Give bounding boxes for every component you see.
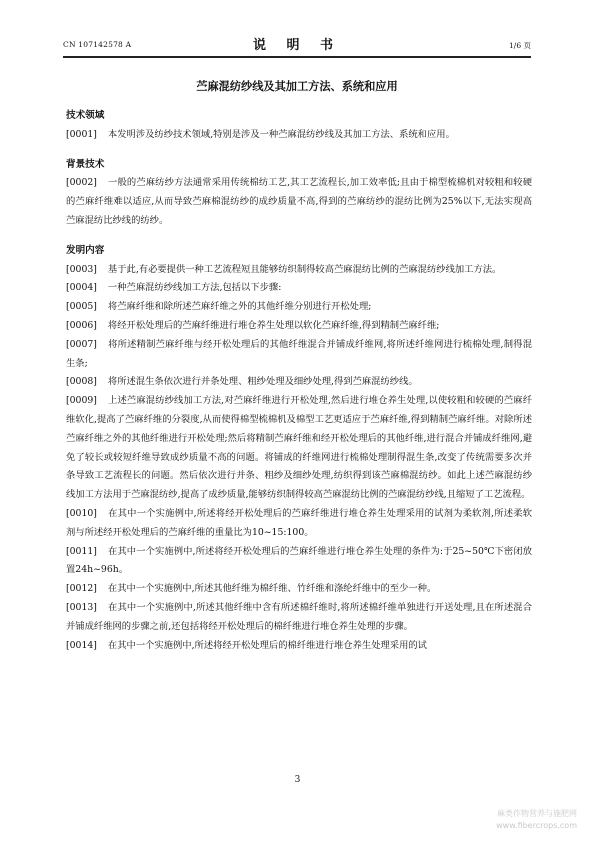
- paragraph-text: 一种苎麻混纺纱线加工方法,包括以下步骤:: [107, 282, 282, 294]
- section-technical-field: [66, 107, 532, 145]
- paragraph-number: [0002]: [66, 177, 97, 189]
- document-title: 苎麻混纺纱线及其加工方法、系统和应用: [196, 79, 398, 93]
- paragraph-text: 上述苎麻混纺纱线加工方法,对苎麻纤维进行开松处理,然后进行堆仓养生处理,以使较粗和较硬的苎麻纤维软化,提高了苎麻纤维的分裂度,从而使得棉型梳棉机及棉型工艺更适应于苎麻纤维,得到精制苎麻纤维。对除所述苎麻纤维之外的其他纤维进行开松处理;然后将精制苎麻纤维和经开松处理后的其他纤维,进行混合并铺成纤维网,避免了较长或较短纤维导致成纱质量不高的问题。将铺成的纤维网进行梳棉处理制得混生条,改变了传统需要多次并条导致工艺流程长的问题。然后依次进行并条、粗纱及细纱处理,纺织得到该苎麻棉混纺纱。如此上述苎麻混纺纱线加工方法用于苎麻混纺纱,提高了成纱质量,能够纺织制得较高苎麻混纺比例的苎麻混纺纱线,且缩短了工艺流程。: [66, 395, 532, 501]
- paragraph-number: [0004]: [66, 282, 97, 294]
- paragraph: [66, 317, 532, 336]
- document-type-title: 说 明 书: [252, 38, 342, 53]
- section-heading: 发明内容: [66, 244, 105, 256]
- paragraph: [66, 543, 532, 581]
- section-heading: 背景技术: [66, 158, 105, 170]
- paragraph-text: 将所述精制苎麻纤维与经开松处理后的其他纤维混合并铺成纤维网,将所述纤维网进行梳棉处理,制得混生条;: [66, 338, 532, 369]
- paragraph-text: 在其中一个实施例中,所述将经开松处理后的棉纤维进行堆仓养生处理采用的试: [107, 639, 427, 651]
- paragraph-text: 将经开松处理后的苎麻纤维进行堆仓养生处理以软化苎麻纤维,得到精制苎麻纤维;: [107, 319, 440, 331]
- paragraph-text: 将所述混生条依次进行并条处理、粗纱处理及细纱处理,得到苎麻混纺纱线。: [107, 376, 418, 388]
- page-fraction: 1/6 页: [509, 41, 531, 50]
- paragraph: [66, 279, 532, 298]
- paragraph-number: [0008]: [66, 376, 97, 388]
- paragraph-text: 在其中一个实施例中,所述其他纤维为棉纤维、竹纤维和涤纶纤维中的至少一种。: [107, 583, 437, 595]
- paragraph-number: [0003]: [66, 263, 97, 275]
- paragraph-number: [0011]: [66, 545, 97, 557]
- paragraph-text: 本发明涉及纺纱技术领域,特别是涉及一种苎麻混纺纱线及其加工方法、系统和应用。: [107, 128, 455, 140]
- paragraph: [66, 580, 532, 599]
- header-rule: [63, 56, 531, 58]
- paragraph-number: [0010]: [66, 507, 97, 519]
- paragraph-text: 基于此,有必要提供一种工艺流程短且能够纺织制得较高苎麻混纺比例的苎麻混纺纱线加工方法。: [107, 263, 502, 275]
- paragraph-number: [0005]: [66, 301, 97, 313]
- paragraph: [66, 599, 532, 637]
- paragraph-text: 在其中一个实施例中,所述其他纤维中含有所述棉纤维时,将所述棉纤维单独进行开送处理,且在所述混合并铺成纤维网的步骤之前,还包括将经开松处理后的棉纤维进行堆仓养生处理的步骤。: [66, 601, 532, 632]
- paragraph: [66, 126, 532, 145]
- paragraph-text: 将苎麻纤维和除所述苎麻纤维之外的其他纤维分别进行开松处理;: [107, 301, 372, 313]
- paragraph: [66, 336, 532, 374]
- section-background: [66, 156, 532, 231]
- paragraph: [66, 174, 532, 230]
- paragraph: [66, 261, 532, 280]
- document-body: [66, 103, 532, 655]
- paragraph-text: 在其中一个实施例中,所述将经开松处理后的苎麻纤维进行堆仓养生处理的条件为:于25~50℃下密闭放置24h~96h。: [66, 545, 532, 576]
- paragraph: [66, 373, 532, 392]
- paragraph-number: [0001]: [66, 128, 97, 140]
- paragraph: [66, 505, 532, 543]
- page-header: [63, 36, 531, 54]
- site-watermark: [496, 808, 577, 832]
- paragraph-number: [0014]: [66, 639, 97, 651]
- watermark-url: www.fibercrops.com: [496, 821, 577, 830]
- paragraph-number: [0013]: [66, 601, 97, 613]
- watermark-site-name: 麻类作物营养与施肥网: [497, 809, 577, 818]
- section-summary: [66, 242, 532, 656]
- paragraph-number: [0006]: [66, 319, 97, 331]
- section-heading: 技术领域: [66, 110, 105, 121]
- paragraph-text: 一般的苎麻纺纱方法通常采用传统棉纺工艺,其工艺流程长,加工效率低;且由于棉型梳棉机对较粗和较硬的苎麻纤维难以适应,从而导致苎麻棉混纺纱的成纱质量不高,得到的苎麻纺纱的混纺比例为25%以下,无法实现高苎麻混纺比纱线的纺纱。: [66, 177, 532, 226]
- publication-number: CN 107142578 A: [63, 40, 132, 49]
- paragraph-number: [0007]: [66, 338, 97, 350]
- paragraph: [66, 637, 532, 656]
- paragraph-number: [0009]: [66, 395, 97, 407]
- paragraph: [66, 392, 532, 505]
- paragraph: [66, 298, 532, 317]
- paragraph-number: [0012]: [66, 583, 97, 595]
- paragraph-text: 在其中一个实施例中,所述将经开松处理后的苎麻纤维进行堆仓养生处理采用的试剂为柔软剂,所述柔软剂与所述经开松处理后的苎麻纤维的重量比为10~15:100。: [66, 507, 532, 538]
- page-number: 3: [294, 775, 301, 785]
